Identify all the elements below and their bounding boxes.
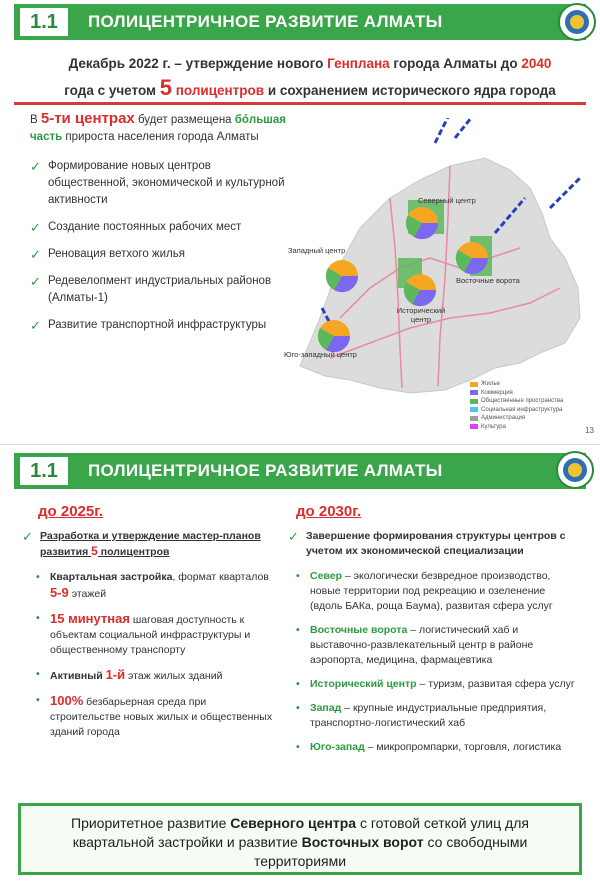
intro-text: Декабрь 2022 г. – утверждение нового Генплана города Алматы до 2040 года с учетом 5 полицентров и сохранением исторического ядра города bbox=[64, 56, 556, 100]
pie-east bbox=[456, 242, 488, 274]
check-icon: ✓ bbox=[30, 318, 41, 333]
city-emblem-icon bbox=[558, 3, 596, 41]
section-number: 1.1 bbox=[20, 457, 68, 485]
check-icon: ✓ bbox=[30, 159, 41, 174]
divider bbox=[14, 102, 586, 105]
list-item: ✓ Завершение формирования структуры центров с учетом их экономической специализации bbox=[288, 529, 566, 557]
plan-2030 bbox=[288, 529, 580, 764]
check-icon: ✓ bbox=[22, 529, 33, 544]
city-emblem-icon bbox=[556, 451, 594, 489]
list-item: • Квартальная застройка, формат кварталов 5-9 этажей bbox=[36, 571, 269, 600]
check-icon: ✓ bbox=[30, 220, 41, 235]
priority-box: Приоритетное развитие Северного центра с готовой сеткой улиц для квартальной застройки и развитие Восточных ворот со свободными территориями bbox=[18, 803, 582, 875]
goals-list bbox=[30, 110, 290, 344]
list-item: • Север – экологически безвредное производство, новые территории под рекреацию и озеленение (вдоль БАКа, роща Баума), развитая сфера услуг bbox=[296, 570, 553, 612]
slide-1 bbox=[0, 0, 600, 440]
list-item: ✓ Реновация ветхого жилья bbox=[30, 247, 185, 262]
plan-2025 bbox=[22, 529, 274, 749]
list-item: ✓ Развитие транспортной инфраструктуры bbox=[30, 318, 267, 333]
heading-2025: до 2025г. bbox=[38, 503, 104, 520]
list-item: ✓ Создание постоянных рабочих мест bbox=[30, 220, 242, 235]
transport-corridor bbox=[435, 118, 450, 143]
slide-2-header bbox=[14, 453, 586, 489]
check-icon: ✓ bbox=[30, 274, 41, 289]
lead-text: В 5-ти центрах будет размещена бóльшая часть прироста населения города Алматы bbox=[30, 110, 286, 143]
transport-corridor bbox=[455, 118, 475, 138]
pie-west bbox=[326, 260, 358, 292]
pie-north bbox=[406, 207, 438, 239]
slide-2 bbox=[0, 444, 600, 884]
section-number: 1.1 bbox=[20, 8, 68, 36]
slide-title: ПОЛИЦЕНТРИЧНОЕ РАЗВИТИЕ АЛМАТЫ bbox=[88, 461, 443, 480]
pie-southwest bbox=[318, 320, 350, 352]
map-label-west: Западный центр bbox=[288, 246, 346, 255]
slide-1-header bbox=[14, 4, 586, 40]
list-item: ✓ Разработка и утверждение мастер-планов развития 5 полицентров bbox=[22, 529, 261, 558]
slide-title: ПОЛИЦЕНТРИЧНОЕ РАЗВИТИЕ АЛМАТЫ bbox=[88, 12, 443, 31]
page-number: 13 bbox=[585, 426, 594, 435]
heading-2030: до 2030г. bbox=[296, 503, 362, 520]
list-item: ✓ Формирование новых центров общественной, экономической и культурной активности bbox=[30, 159, 285, 206]
list-item: • Восточные ворота – логистический хаб и выставочно-развлекательный центр в районе аэропорта, медицина, фармацевтика bbox=[296, 624, 534, 666]
pie-historic bbox=[404, 274, 436, 306]
list-item: • Активный 1-й этаж жилых зданий bbox=[36, 667, 223, 682]
map-label-north: Северный центр bbox=[418, 196, 476, 205]
list-item: • 15 минутная шаговая доступность к объектам социальной инфраструктуры и общественному транспорту bbox=[36, 611, 251, 656]
map-legend: Жилье Коммерция Общественные пространства Социальная инфраструктура Администрация Культура bbox=[470, 380, 563, 431]
check-icon: ✓ bbox=[288, 529, 299, 544]
list-item: • 100% безбарьерная среда при строительстве новых жилых и общественных зданий города bbox=[36, 693, 273, 738]
check-icon: ✓ bbox=[30, 247, 41, 262]
transport-corridor bbox=[550, 178, 580, 208]
map-label-east: Восточные ворота bbox=[456, 276, 520, 285]
list-item: • Запад – крупные индустриальные предприятия, транспортно-логистический хаб bbox=[296, 702, 547, 729]
list-item: ✓ Редевелопмент индустриальных районов (Алматы-1) bbox=[30, 274, 272, 304]
list-item: • Юго-запад – микропромпарки, торговля, логистика bbox=[296, 741, 562, 753]
list-item: • Исторический центр – туризм, развитая сфера услуг bbox=[296, 678, 575, 690]
map-label-southwest: Юго-западный центр bbox=[284, 350, 357, 359]
map-label-historic: Исторический центр bbox=[396, 306, 446, 324]
